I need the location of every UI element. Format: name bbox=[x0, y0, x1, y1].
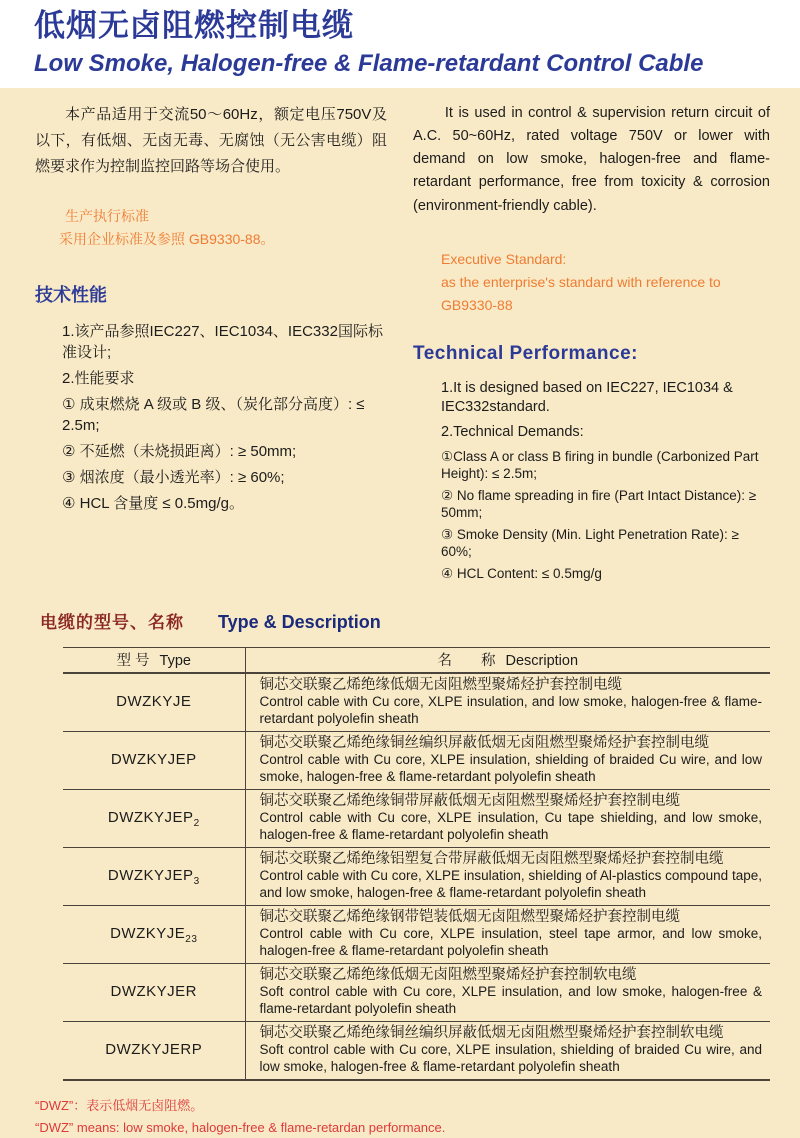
table-header-desc-en: Description bbox=[505, 653, 579, 670]
cable-types-table bbox=[63, 647, 770, 1081]
table-row bbox=[63, 1022, 770, 1081]
standard-note-en bbox=[413, 248, 770, 317]
cable-description bbox=[245, 1022, 770, 1081]
cable-type bbox=[63, 906, 245, 964]
cable-desc-en: Control cable with Cu core, XLPE insulation, shielding of Al-plastics compound tape, and low smoke, halogen-free & flame-retardant polyolefin sheath bbox=[259, 868, 762, 900]
tech-item-en: 2.Technical Demands: bbox=[441, 423, 584, 440]
cable-desc-zh: 铜芯交联聚乙烯绝缘铝塑复合带屏蔽低烟无卤阻燃型聚烯烃护套控制电缆 bbox=[259, 851, 724, 868]
cable-desc-en: Soft control cable with Cu core, XLPE insulation, shielding of braided Cu wire, and low smoke, halogen-free & flame-retardant polyolefin sheath bbox=[259, 1042, 762, 1074]
tech-item-zh: ③ 烟浓度（最小透光率）: ≥ 60%; bbox=[62, 468, 285, 486]
cable-desc-zh: 铜芯交联聚乙烯绝缘铜带屏蔽低烟无卤阻燃型聚烯烃护套控制电缆 bbox=[259, 793, 680, 810]
cable-type-text: DWZKYJEP bbox=[107, 808, 194, 826]
cable-type-text: DWZKYJEP bbox=[110, 750, 197, 768]
table-header-type-zh: 型 号 bbox=[116, 653, 150, 670]
cable-desc-zh: 铜芯交联聚乙烯绝缘铜丝编织屏蔽低烟无卤阻燃型聚烯烃护套控制电缆 bbox=[259, 735, 709, 752]
intro-columns bbox=[35, 102, 770, 587]
table-section-title-en: Type & Description bbox=[218, 612, 381, 633]
cable-desc-en: Control cable with Cu core, XLPE insulation, steel tape armor, and low smoke, halogen-free & flame-retardant polyolefin sheath bbox=[259, 926, 762, 958]
cable-description bbox=[245, 964, 770, 1022]
tech-item-en: 1.It is designed based on IEC227, IEC1034 & IEC332standard. bbox=[441, 379, 733, 415]
footnote-zh: “DWZ”：表示低烟无卤阻燃。 bbox=[35, 1098, 204, 1114]
page-title-en: Low Smoke, Halogen-free & Flame-retardant Control Cable bbox=[34, 49, 704, 77]
cable-desc-en: Control cable with Cu core, XLPE insulation, shielding of braided Cu wire, and low smoke, halogen-free & flame-retardant polyolefin sheath bbox=[259, 752, 762, 784]
table-header-type bbox=[63, 648, 245, 674]
cable-description bbox=[245, 790, 770, 848]
content-area bbox=[0, 88, 800, 1138]
table-row bbox=[63, 906, 770, 964]
table-row bbox=[63, 964, 770, 1022]
standard-note-zh bbox=[35, 205, 387, 251]
intro-column-zh bbox=[35, 102, 387, 587]
cable-desc-en: Control cable with Cu core, XLPE insulation, Cu tape shielding, and low smoke, halogen-free & flame-retardant polyolefin sheath bbox=[259, 810, 762, 842]
intro-paragraph-zh: 本产品适用于交流50～60Hz，额定电压750V及以下，有低烟、无卤无毒、无腐蚀（无公害电缆）阻燃要求作为控制监控回路等场合使用。 bbox=[35, 105, 387, 176]
intro-column-en bbox=[413, 102, 770, 587]
cable-description bbox=[245, 848, 770, 906]
tech-title-zh: 技术性能 bbox=[35, 284, 107, 305]
cable-type bbox=[63, 848, 245, 906]
cable-type bbox=[63, 790, 245, 848]
cable-desc-zh: 铜芯交联聚乙烯绝缘低烟无卤阻燃型聚烯烃护套控制电缆 bbox=[259, 677, 622, 694]
table-section-title-zh: 电缆的型号、名称 bbox=[40, 613, 184, 633]
cable-description bbox=[245, 673, 770, 732]
cable-type bbox=[63, 732, 245, 790]
table-header-type-en: Type bbox=[159, 653, 191, 670]
cable-type-text: DWZKYJEP bbox=[107, 866, 194, 884]
cable-type bbox=[63, 1022, 245, 1081]
tech-list-zh bbox=[35, 321, 387, 514]
standard-en-line1: Executive Standard: bbox=[441, 250, 567, 267]
tech-item-en: ④ HCL Content: ≤ 0.5mg/g bbox=[441, 565, 602, 581]
standard-en-line2: as the enterprise's standard with reference to GB9330-88 bbox=[441, 273, 721, 313]
cable-type-subscript: 23 bbox=[185, 933, 198, 945]
tech-item-en: ③ Smoke Density (Min. Light Penetration Rate): ≥ 60%; bbox=[441, 526, 739, 560]
cable-type-subscript: 2 bbox=[193, 817, 200, 829]
table-header-desc bbox=[245, 648, 770, 674]
tech-item-zh: ① 成束燃烧 A 级或 B 级、（炭化部分高度）: ≤ 2.5m; bbox=[62, 395, 365, 434]
table-row bbox=[63, 848, 770, 906]
cable-type-text: DWZKYJER bbox=[110, 982, 197, 1000]
cable-type-text: DWZKYJERP bbox=[105, 1040, 203, 1058]
tech-item-zh: ④ HCL 含量度 ≤ 0.5mg/g。 bbox=[62, 494, 244, 512]
tech-item-en: ② No flame spreading in fire (Part Intact Distance): ≥ 50mm; bbox=[441, 487, 757, 521]
cable-description bbox=[245, 906, 770, 964]
cable-type-subscript: 3 bbox=[193, 875, 200, 887]
tech-item-zh: 1.该产品参照IEC227、IEC1034、IEC332国际标准设计; bbox=[62, 322, 383, 361]
table-row bbox=[63, 673, 770, 732]
footnote-en: “DWZ” means: low smoke, halogen-free & flame-retardan performance. bbox=[35, 1119, 446, 1135]
tech-title-en: Technical Performance: bbox=[413, 342, 639, 364]
standard-zh-line2: 采用企业标准及参照 GB9330-88。 bbox=[59, 230, 275, 247]
cable-type bbox=[63, 673, 245, 732]
page-header bbox=[0, 0, 800, 88]
tech-list-en bbox=[413, 379, 770, 582]
table-header-desc-zh: 名 称 bbox=[437, 653, 496, 670]
table-row bbox=[63, 732, 770, 790]
cable-type bbox=[63, 964, 245, 1022]
cable-desc-zh: 铜芯交联聚乙烯绝缘铜丝编织屏蔽低烟无卤阻燃型聚烯烃护套控制软电缆 bbox=[259, 1025, 724, 1042]
cable-description bbox=[245, 732, 770, 790]
standard-zh-line1: 生产执行标准 bbox=[65, 207, 149, 224]
tech-item-zh: ② 不延燃（未烧损距离）: ≥ 50mm; bbox=[62, 442, 297, 460]
page-title-zh: 低烟无卤阻燃控制电缆 bbox=[34, 8, 354, 43]
footnotes bbox=[35, 1095, 770, 1138]
cable-type-text: DWZKYJE bbox=[116, 692, 192, 710]
tech-item-en: ①Class A or class B firing in bundle (Carbonized Part Height): ≤ 2.5m; bbox=[441, 448, 759, 482]
table-row bbox=[63, 790, 770, 848]
cable-desc-zh: 铜芯交联聚乙烯绝缘低烟无卤阻燃型聚烯烃护套控制软电缆 bbox=[259, 967, 637, 984]
cable-type-text: DWZKYJE bbox=[110, 924, 186, 942]
intro-paragraph-en: It is used in control & supervision return circuit of A.C. 50~60Hz, rated voltage 750V or lower with demand on low smoke, halogen-free and flame-retardant performance, free from toxicity & corrosion (environment-friendly cable). bbox=[413, 104, 770, 214]
tech-item-zh: 2.性能要求 bbox=[62, 369, 135, 387]
table-section-title bbox=[35, 608, 770, 633]
cable-desc-en: Control cable with Cu core, XLPE insulation, and low smoke, halogen-free & flame-retardant polyolefin sheath bbox=[259, 694, 762, 726]
cable-desc-zh: 铜芯交联聚乙烯绝缘钢带铠装低烟无卤阻燃型聚烯烃护套控制电缆 bbox=[259, 909, 680, 926]
cable-desc-en: Soft control cable with Cu core, XLPE insulation, and low smoke, halogen-free & flame-retardant polyolefin sheath bbox=[259, 984, 762, 1016]
table-header-row bbox=[63, 648, 770, 674]
